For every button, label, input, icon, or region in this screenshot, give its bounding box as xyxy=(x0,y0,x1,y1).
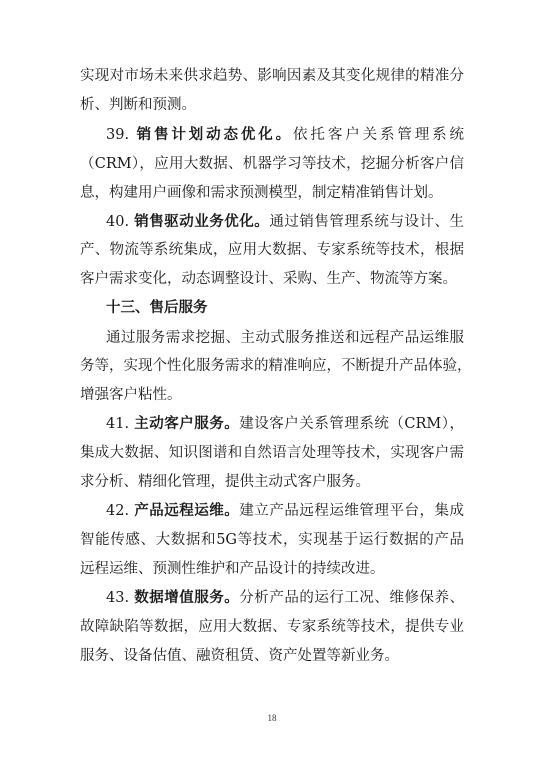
item-title: 数据增值服务。 xyxy=(134,589,240,606)
text-line: 实现对市场未来供求趋势、影响因素及其变化规律的精准分 xyxy=(80,68,464,84)
item-title: 销售计划动态优化。 xyxy=(136,126,294,143)
text-line: 析、判断和预测。 xyxy=(80,97,196,113)
text-line: 客户需求变化，动态调整设计、采购、生产、物流等方案。 xyxy=(80,271,457,287)
text-line: （CRM），应用大数据、机器学习等技术，挖掘分析客户信 xyxy=(80,156,464,172)
item-number: 40. xyxy=(106,214,130,230)
item-39-line: 39. 销售计划动态优化。依托客户关系管理系统 xyxy=(106,126,465,143)
item-number: 43. xyxy=(106,590,130,606)
item-42-line: 42. 产品远程运维。建立产品远程运维管理平台，集成 xyxy=(106,502,465,519)
item-title: 销售驱动业务优化。 xyxy=(134,213,270,230)
text-line: 务等，实现个性化服务需求的精准响应，不断提升产品体验， xyxy=(80,358,472,374)
item-number: 42. xyxy=(106,503,130,519)
text-line: 产、物流等系统集成，应用大数据、专家系统等技术，根据 xyxy=(80,242,464,258)
item-number: 41. xyxy=(106,416,130,432)
page-number: 18 xyxy=(267,713,277,723)
text-line: 息，构建用户画像和需求预测模型，制定精准销售计划。 xyxy=(80,185,443,201)
text-line: 远程运维、预测性维护和产品设计的持续改进。 xyxy=(80,561,385,577)
text-line: 求分析、精细化管理，提供主动式客户服务。 xyxy=(80,474,370,490)
item-40-line: 40. 销售驱动业务优化。通过销售管理系统与设计、生 xyxy=(106,213,465,230)
text-line: 集成大数据、知识图谱和自然语言处理等技术，实现客户需 xyxy=(80,445,464,461)
text-line: 故障缺陷等数据，应用大数据、专家系统等技术，提供专业 xyxy=(80,619,464,635)
text-line: 智能传感、大数据和5G等技术，实现基于运行数据的产品 xyxy=(80,532,464,548)
text-line: 通过服务需求挖掘、主动式服务推送和远程产品运维服 xyxy=(106,330,464,346)
text-line: 服务、设备估值、融资租赁、资产处置等新业务。 xyxy=(80,648,399,664)
item-41-line: 41. 主动客户服务。建设客户关系管理系统（CRM）， xyxy=(106,415,465,432)
item-43-line: 43. 数据增值服务。分析产品的运行工况、维修保养、 xyxy=(106,589,465,606)
text-line: 增强客户粘性。 xyxy=(80,387,182,403)
section-heading: 十三、售后服务 xyxy=(106,300,208,316)
item-title: 主动客户服务。 xyxy=(134,415,240,432)
item-title: 产品远程运维。 xyxy=(134,502,240,519)
item-number: 39. xyxy=(106,127,130,143)
